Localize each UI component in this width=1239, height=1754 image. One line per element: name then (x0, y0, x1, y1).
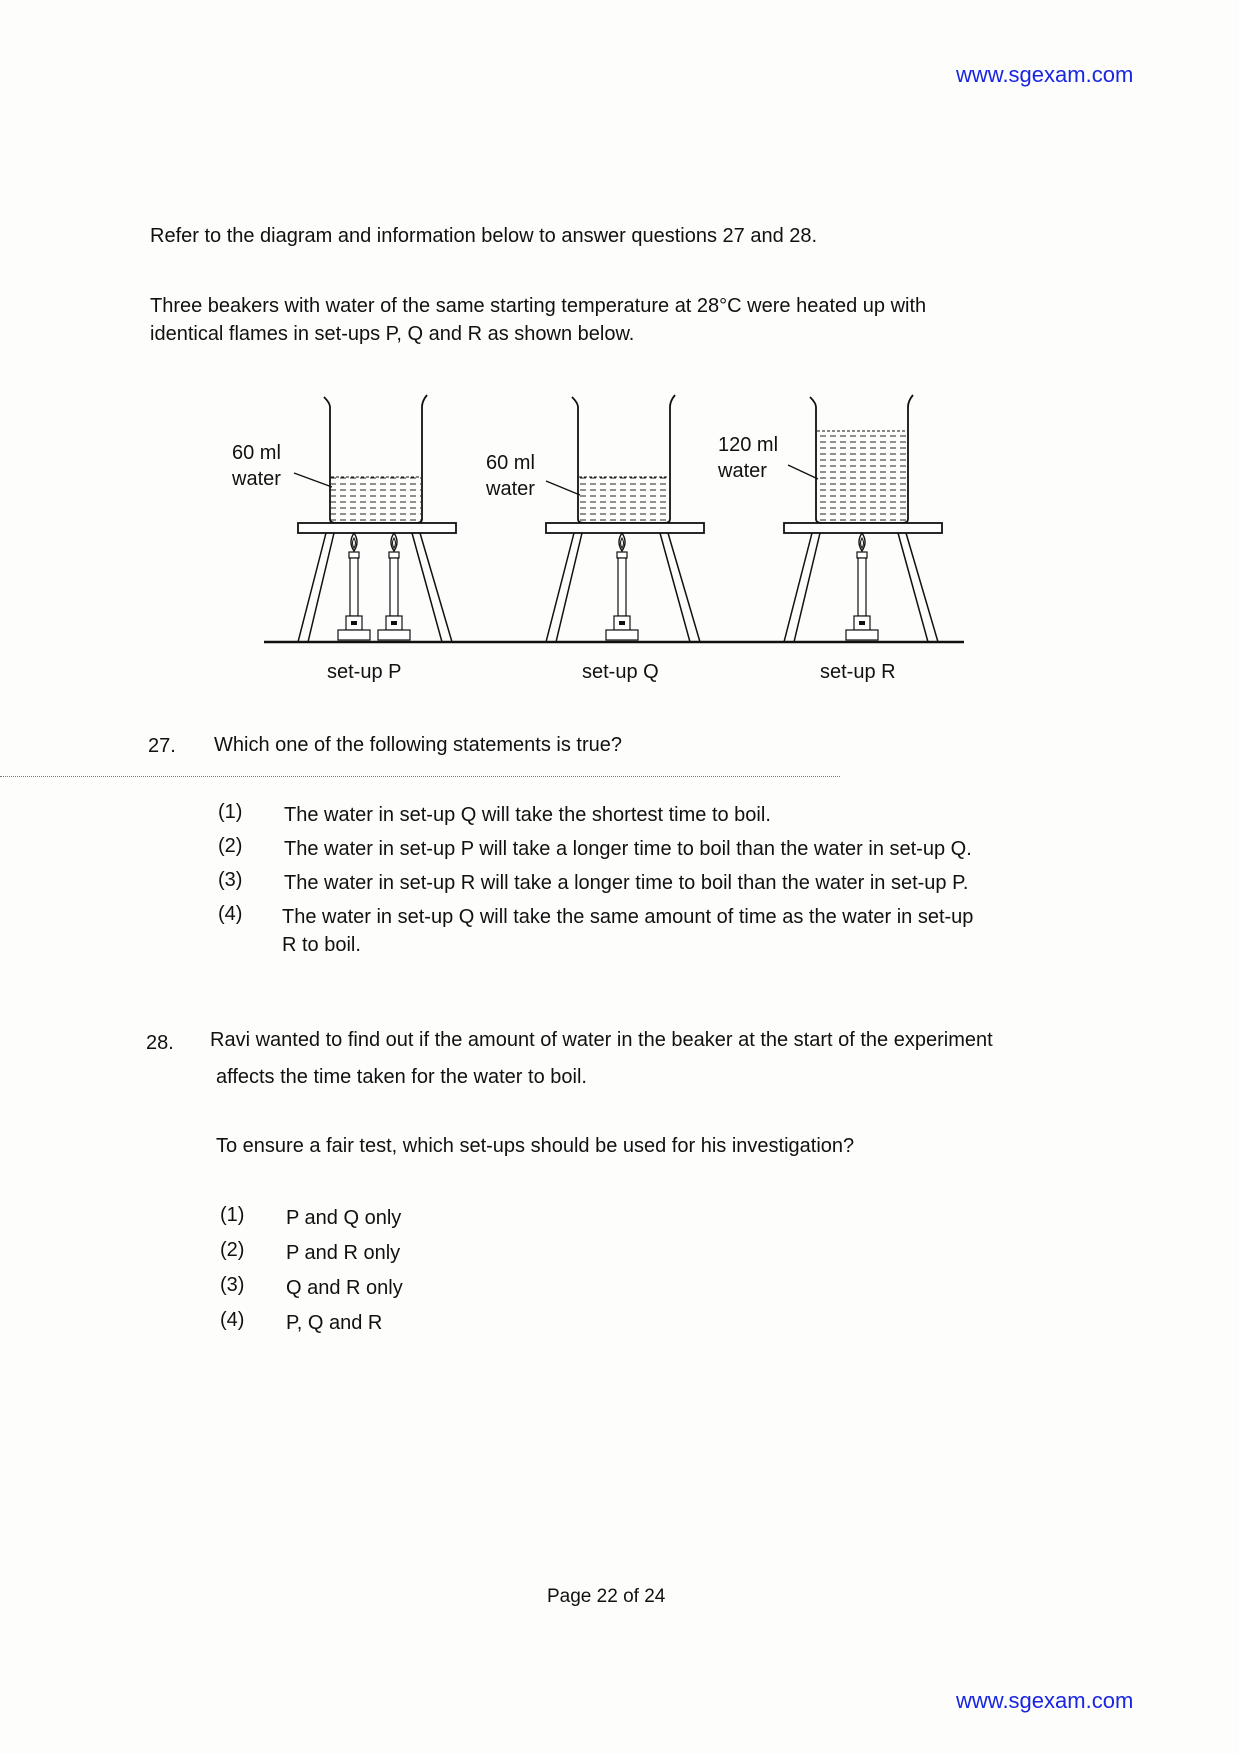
water-q (579, 477, 669, 522)
label-p-water: water (232, 468, 281, 490)
label-q-water: water (486, 478, 535, 500)
footer-site-link[interactable]: www.sgexam.com (956, 1688, 1134, 1713)
q27-number: 27. (148, 735, 176, 757)
burner-q (606, 533, 638, 640)
stand-r-top (784, 523, 942, 533)
q28-option-4-text: P, Q and R (286, 1312, 383, 1334)
q27-option-3-number: (3) (218, 869, 243, 891)
q28-question-line1: Ravi wanted to find out if the amount of water in the beaker at the start of the experiment (210, 1029, 993, 1051)
experiment-diagram (220, 385, 980, 685)
q28-option-3[interactable] (220, 1274, 403, 1302)
label-setup-q: set-up Q (582, 661, 659, 683)
setup-p-apparatus (294, 395, 456, 642)
setup-description-line2: identical flames in set-ups P, Q and R as shown below. (150, 323, 635, 345)
q27-option-4-text: The water in set-up Q will take the same amount of time as the water in set-up (282, 906, 974, 928)
refer-instruction: Refer to the diagram and information below to answer questions 27 and 28. (150, 225, 818, 247)
q27-option-2-number: (2) (218, 835, 243, 857)
stand-p-top (298, 523, 456, 533)
burner-p2 (378, 533, 410, 640)
burner-p1 (338, 533, 370, 640)
water-p (331, 477, 421, 522)
q28-question-line2: affects the time taken for the water to boil. (216, 1066, 587, 1088)
q28-option-4-number: (4) (220, 1309, 245, 1331)
q28-option-3-number: (3) (220, 1274, 245, 1296)
q27-option-1-number: (1) (218, 801, 243, 823)
q28-option-1-text: P and Q only (286, 1207, 402, 1229)
burner-r (846, 533, 878, 640)
q27-option-4[interactable] (218, 903, 973, 959)
scan-dotted-line (0, 776, 840, 777)
q27-option-4-text-cont: R to boil. (282, 934, 361, 956)
q28-option-2[interactable] (220, 1239, 400, 1267)
q27-option-1-text: The water in set-up Q will take the shortest time to boil. (284, 804, 771, 826)
q28-option-2-text: P and R only (286, 1242, 401, 1264)
page-number: Page 22 of 24 (547, 1586, 666, 1607)
header-site-link[interactable]: www.sgexam.com (956, 62, 1134, 87)
label-setup-p: set-up P (327, 661, 402, 683)
stand-q-top (546, 523, 704, 533)
setup-q-apparatus (546, 395, 704, 642)
q27-option-2-text: The water in set-up P will take a longer time to boil than the water in set-up Q. (284, 838, 972, 860)
q27-option-3[interactable] (218, 869, 968, 897)
label-setup-r: set-up R (820, 661, 896, 683)
q27-option-3-text: The water in set-up R will take a longer time to boil than the water in set-up P. (284, 872, 969, 894)
q27-option-2[interactable] (218, 835, 972, 863)
water-r (817, 431, 907, 522)
q27-option-1[interactable] (218, 801, 771, 829)
q28-option-4[interactable] (220, 1309, 382, 1337)
q28-option-2-number: (2) (220, 1239, 245, 1261)
q28-option-1-number: (1) (220, 1204, 245, 1226)
q28-option-1[interactable] (220, 1204, 401, 1232)
q27-question: Which one of the following statements is true? (214, 734, 622, 756)
q27-option-4-number: (4) (218, 903, 243, 925)
label-p-volume: 60 ml (232, 442, 281, 464)
q28-prompt: To ensure a fair test, which set-ups should be used for his investigation? (216, 1135, 855, 1157)
label-q-volume: 60 ml (486, 452, 535, 474)
setup-r-apparatus (784, 395, 942, 642)
setup-description-line1: Three beakers with water of the same starting temperature at 28°C were heated up with (150, 295, 927, 317)
q28-number: 28. (146, 1032, 174, 1054)
q28-option-3-text: Q and R only (286, 1277, 403, 1299)
label-r-water: water (718, 460, 767, 482)
label-r-volume: 120 ml (718, 434, 779, 456)
